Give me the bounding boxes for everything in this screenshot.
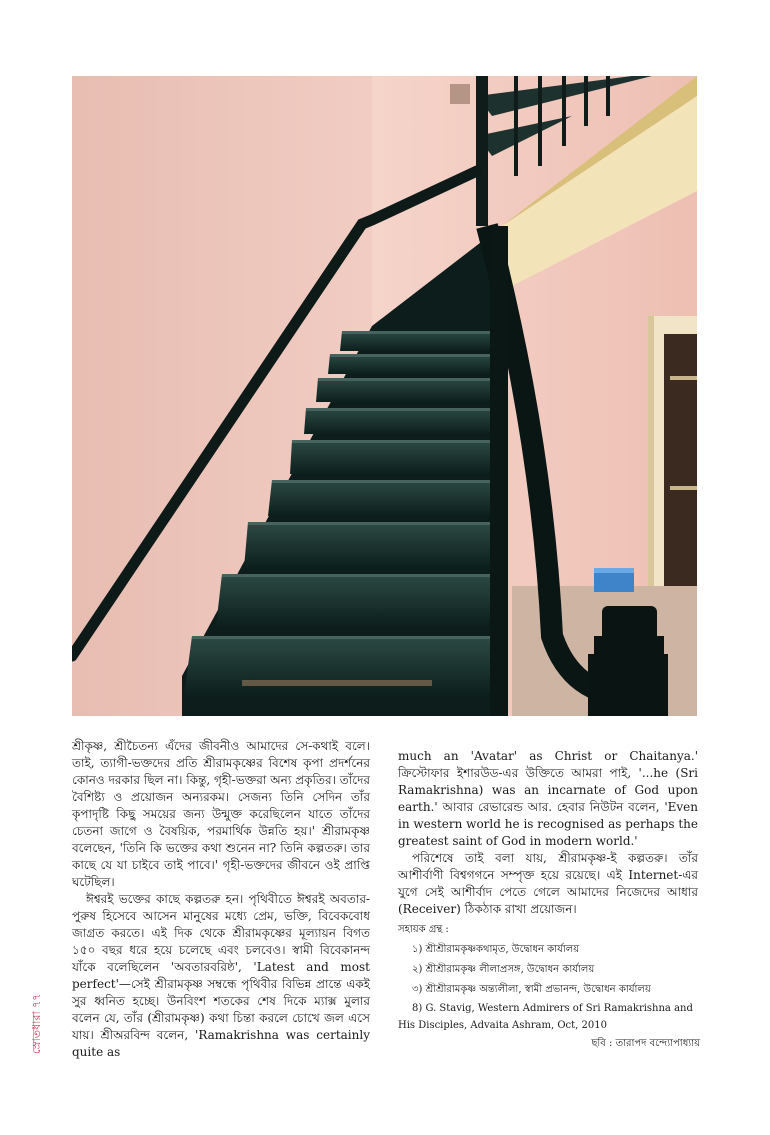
references-title: সহায়ক গ্রন্থ : [398, 924, 449, 935]
reference-item: ১) শ্রীশ্রীরামকৃষ্ণকথামৃত, উদ্বোধন কার্যালয় [412, 944, 580, 955]
left-paragraph-2: ঈশ্বরই ভক্তের কাছে কল্পতরু হন। পৃথিবীতে ঈশ্বরই অবতার-পুরুষ হিসেবে আসেন মানুষের মধ্যে প্রেম, ভক্তি, বিবেকবোধ জাগ্রত করতে। এই দিক থেকে শ্রীরামকৃষ্ণের মূল্যায়ন বিগত ১৫০ বছর ধরে হয়ে চলেছে এবং চলবেও। স্বামী বিবেকানন্দ যাঁকে বলেছিলেন 'অবতারবরিষ্ঠ', 'Latest and most perfect'—সেই শ্রীরামকৃষ্ণ সম্বন্ধে পৃথিবীর বিভিন্ন প্রান্তে একই সুর ধ্বনিত হচ্ছে। উনবিংশ শতকের শেষ দিকে ম্যাক্স মুলার বলেন যে, তাঁর (শ্রীরামকৃষ্ণ) কথা চিন্তা করলে চোখে জল এসে যায়। শ্রীঅরবিন্দ বলেন, 'Ramakrishna was certainly quite as [72, 892, 370, 1059]
references [398, 920, 698, 1034]
photo-credit: ছবি : তারাপদ বন্দ্যোপাধ্যায় [591, 1038, 700, 1049]
left-column [72, 738, 370, 1061]
reference-item: ২) শ্রীশ্রীরামকৃষ্ণ লীলাপ্রসঙ্গ, উদ্বোধন কার্যালয় [412, 964, 595, 975]
reference-item: ৩) শ্রীশ্রীরামকৃষ্ণ অন্ত্যলীলা, স্বামী প্রভানন্দ, উদ্বোধন কার্যালয় [412, 984, 651, 995]
right-paragraph-2: পরিশেষে তাই বলা যায়, শ্রীরামকৃষ্ণ-ই কল্পতরু। তাঁর আশীর্বাণী বিশ্বগগনে সম্পৃক্ত হয়ে রয়েছে। এই Internet-এর যুগে সেই আশীর্বাদ পেতে গেলে আমাদের নিজেদের আধার (Receiver) ঠিকঠাক রাখা প্রয়োজন। [398, 851, 698, 916]
reference-item: 8) G. Stavig, Western Admirers of Sri Ramakrishna and His Disciples, Advaita Ashram, Oct, 2010 [398, 1003, 693, 1031]
right-column [398, 748, 698, 1034]
right-paragraph-1: much an 'Avatar' as Christ or Chaitanya.' ক্রিস্টোফার ইশারউড-এর উক্তিতে আমরা পাই, '...he (Sri Ramakrishna) was an incarnate of God upon earth.' আবার রেভারেন্ড আর. হেবার নিউটন বলেন, 'Even in western world he is recognised as perhaps the greatest saint of God in modern world.' [398, 749, 698, 848]
staircase-photo [72, 76, 697, 716]
left-paragraph-1: শ্রীকৃষ্ণ, শ্রীচৈতন্য এঁদের জীবনীও আমাদের সে-কথাই বলে। তাই, ত্যাগী-ভক্তদের প্রতি শ্রীরামকৃষ্ণের বিশেষ কৃপা প্রদর্শনের কোনও দরকার ছিল না। কিন্তু, গৃহী-ভক্তরা অন্য প্রকৃতির। তাঁদের বৈশিষ্ট্য ও প্রয়োজন অন্যরকম। সেজন্য তিনি সেদিন তাঁর কৃপাদৃষ্টি কিছু সময়ের জন্য উন্মুক্ত করেছিলেন যাতে তাঁদের চেতনা জাগে ও বৈষয়িক, পরমার্থিক উন্নতি হয়।' শ্রীরামকৃষ্ণ বলেছেন, 'তিনি কি ভক্তের কথা শুনেন না? তিনি কল্পতরু। তার কাছে যে যা চাইবে তাই পাবে।' গৃহী-ভক্তদের জীবনে ওই প্রাপ্তি ঘটেছিল। [72, 739, 370, 889]
page-folio: স্রোতধারা ৭৭ [30, 993, 43, 1054]
